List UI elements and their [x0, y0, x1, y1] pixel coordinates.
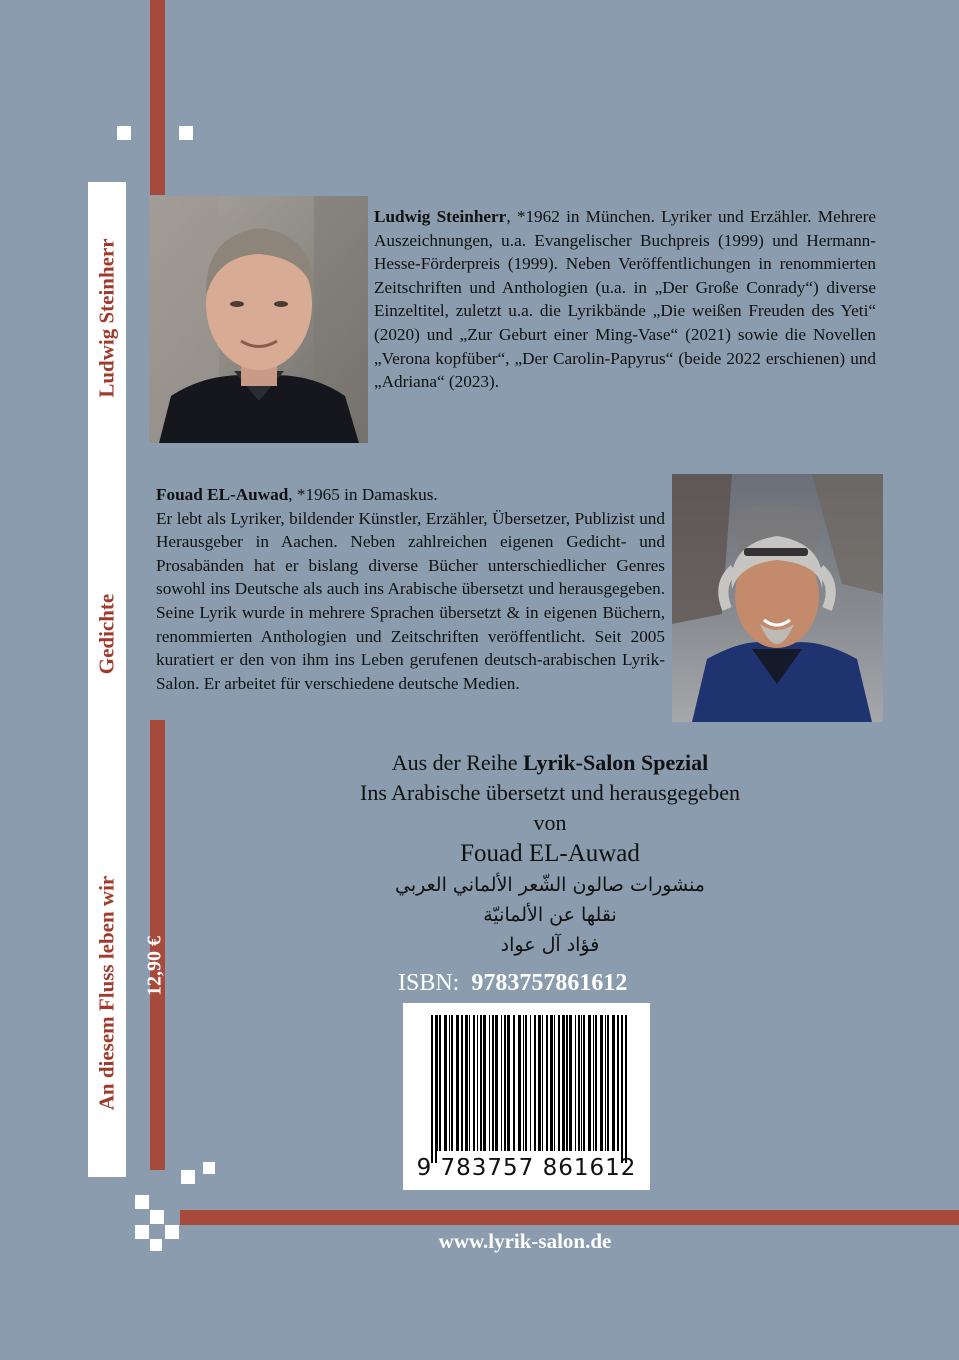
barcode-bar: [507, 1015, 510, 1151]
isbn-line: [398, 970, 627, 997]
barcode-bar: [480, 1015, 482, 1151]
barcode-bar: [489, 1015, 490, 1151]
barcode-bar: [569, 1015, 572, 1151]
barcode-bar: [546, 1015, 548, 1151]
decor-red-bar-bottom: [180, 1210, 959, 1225]
barcode-bar: [449, 1015, 450, 1151]
series-arabic-1: منشورات صالون الشّعر الألماني العربي: [395, 874, 705, 896]
barcode: [403, 1003, 650, 1190]
barcode-bar: [607, 1015, 609, 1151]
barcode-bar: [456, 1015, 459, 1151]
barcode-guard-bar: [435, 1015, 437, 1163]
spine-author: Ludwig Steinherr: [94, 238, 119, 398]
barcode-bar: [581, 1015, 582, 1151]
barcode-bar: [542, 1015, 543, 1151]
decor-square: [179, 126, 193, 140]
barcode-guard-bar: [621, 1015, 623, 1163]
isbn-number: 9783757861612: [471, 970, 628, 996]
barcode-bar: [495, 1015, 498, 1151]
author-photo-el-auwad: [672, 474, 883, 722]
barcode-bar: [558, 1015, 560, 1151]
barcode-bar: [504, 1015, 506, 1151]
barcode-bar: [605, 1015, 606, 1151]
barcode-bar: [566, 1015, 568, 1151]
bio-el-auwad-text: Er lebt als Lyriker, bildender Künstler, Erzähler, Übersetzer, Publizist und Herausgeber in Aachen. Neben zahlreichen eigenen Gedicht- und Prosabänden hat er bislang diverse Bücher unterschiedlicher Genres sowohl ins Deutsche als auch ins Arabische übersetzt und herausgegeben. Seine Lyrik wurde in mehrere Sprachen übersetzt & in eigenen Büchern, renommierten Anthologien und Zeitschriften veröffentlicht. Seit 2005 kuratiert er den von ihm ins Leben gerufenen deutsch-arabischen Lyrik-Salon. Er arbeitet für verschiedene deutsche Medien.: [156, 508, 665, 693]
series-block: [300, 748, 800, 960]
decor-square: [150, 1239, 162, 1251]
series-line-1: [300, 748, 800, 778]
series-arabic-3: فؤاد آل عواد: [500, 934, 600, 956]
spine-title: An diesem Fluss leben wir: [94, 875, 119, 1111]
barcode-digits: 9 783757 861612: [416, 1155, 637, 1181]
barcode-bar: [575, 1015, 576, 1151]
bio-el-auwad-header: [156, 483, 665, 507]
barcode-bar: [477, 1015, 478, 1151]
bio-steinherr: [374, 205, 876, 394]
author-photo-steinherr: [149, 196, 368, 443]
decor-square: [117, 126, 131, 140]
barcode-bar: [483, 1015, 486, 1151]
barcode-bar: [617, 1015, 619, 1151]
barcode-bar: [530, 1015, 531, 1151]
barcode-bar: [583, 1015, 585, 1151]
series-line-2: Ins Arabische übersetzt und herausgegeben: [360, 780, 740, 805]
decor-square: [135, 1225, 149, 1239]
barcode-bar: [550, 1015, 553, 1151]
barcode-bar: [439, 1015, 441, 1151]
bio-el-auwad-intro: , *1965 in Damaskus.: [288, 485, 438, 504]
isbn-label: ISBN:: [398, 970, 460, 996]
barcode-bar: [593, 1015, 594, 1151]
barcode-bar: [538, 1015, 541, 1151]
barcode-bar: [562, 1015, 565, 1151]
decor-square: [135, 1195, 149, 1209]
barcode-bar: [554, 1015, 555, 1151]
series-line-3: von: [533, 810, 567, 835]
bio-steinherr-text: , *1962 in München. Lyriker und Erzähler. Mehrere Auszeichnungen, u.a. Evangelischer Buchpreis (1999) und Hermann-Hesse-Förderpreis (1999). Neben Veröffentlichungen in renommierten Zeitschriften und Anthologien (u.a. in „Der Große Conrady“) diverse Einzeltitel, zuletzt u.a. die Lyrikbände „Die weißen Freuden des Yeti“ (2020) und „Zur Geburt einer Ming-Vase“ (2021) sowie die Novellen „Verona kopfüber“, „Der Carolin-Papyrus“ (beide 2022 erschienen) und „Adriana“ (2023).: [374, 207, 876, 392]
barcode-bar: [473, 1015, 475, 1151]
decor-square: [203, 1162, 215, 1174]
barcode-bar: [444, 1015, 447, 1151]
barcode-bar: [469, 1015, 470, 1151]
barcode-bar: [525, 1015, 527, 1151]
price-label: 12,90 €: [143, 936, 166, 996]
decor-square: [150, 1210, 164, 1224]
barcode-bar: [534, 1015, 536, 1151]
spine-genre: Gedichte: [94, 593, 119, 675]
decor-square: [165, 1225, 179, 1239]
decor-red-bar-top: [150, 0, 165, 195]
series-editor: Fouad EL-Auwad: [460, 840, 640, 867]
barcode-bar: [600, 1015, 603, 1151]
bio-el-auwad: [156, 483, 665, 695]
barcode-guard-bar: [625, 1015, 627, 1163]
barcode-bar: [461, 1015, 463, 1151]
series-prefix: Aus der Reihe: [391, 750, 524, 775]
barcode-bar: [518, 1015, 521, 1151]
website-url: www.lyrik-salon.de: [438, 1229, 612, 1253]
barcode-bar: [501, 1015, 502, 1151]
barcode-bar: [612, 1015, 615, 1151]
barcode-bar: [578, 1015, 580, 1151]
bio-steinherr-name: Ludwig Steinherr: [374, 207, 507, 226]
barcode-guard-bar: [431, 1015, 433, 1163]
bio-el-auwad-name: Fouad EL-Auwad: [156, 485, 289, 504]
barcode-bar: [588, 1015, 591, 1151]
decor-square: [181, 1170, 195, 1184]
barcode-bar: [451, 1015, 453, 1151]
barcode-bar: [595, 1015, 597, 1151]
barcode-bar: [513, 1015, 515, 1151]
barcode-bar: [465, 1015, 468, 1151]
series-arabic-2: نقلها عن الألمانيّة: [483, 904, 617, 926]
barcode-bar: [523, 1015, 524, 1151]
barcode-bar: [437, 1015, 438, 1151]
series-name: Lyrik-Salon Spezial: [523, 750, 709, 775]
barcode-bar: [492, 1015, 494, 1151]
